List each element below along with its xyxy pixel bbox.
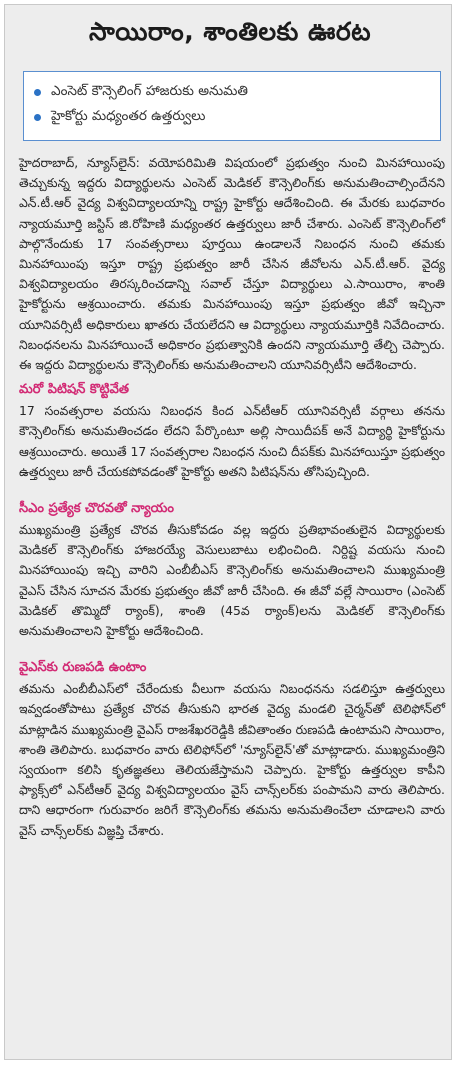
section-paragraph: ముఖ్యమంత్రి ప్రత్యేక చొరవ తీసుకోవడం వల్ల ఇద్దరు ప్రతిభావంతులైన విద్యార్థులకు మెడికల్ కౌన్సెలింగ్‌కు హాజరయ్యే వెసులుబాటు లభించింది. నిర్దిష్ట వయసు నుంచి మినహాయింపు ఇచ్చి వారిని ఎంబీబీఎస్ కౌన్సెలింగ్‌కు అనుమతించాలని ముఖ్యమంత్రి వైఎస్ చేసిన సూచన మేరకు ప్రభుత్వం జీవో జారీ చేసింది. ఈ జీవో వల్లే సాయిరాం (ఎంసెట్ మెడికల్ తొమ్మిదో ర్యాంక్), శాంతి (45వ ర్యాంక్)లను మెడికల్ కౌన్సెలింగ్‌కు అనుమతించాలని హైకోర్టు ఆదేశించింది. [19, 522, 445, 639]
highlights-box [23, 71, 441, 141]
section-heading: సీఎం ప్రత్యేక చొరవతో న్యాయం [19, 501, 174, 517]
highlight-item [34, 105, 430, 130]
section-spacer [19, 482, 445, 494]
highlight-text: హైకోర్టు మధ్యంతర ఉత్తర్వులు [51, 108, 206, 124]
article-clipping [4, 4, 452, 1060]
section-heading: వైఎస్‌కు రుణపడి ఉంటాం [19, 660, 147, 676]
section-paragraph: 17 సంవత్సరాల వయసు నిబంధన కింద ఎన్‌టీఆర్ యూనివర్సిటీ వర్గాలు తనను కౌన్సెలింగ్‌కు అనుమతించడం లేదని పేర్కొంటూ అల్లి సాయిదీపక్ అనే విద్యార్థి హైకోర్టును ఆశ్రయించారు. అయితే 17 సంవత్సరాల నిబంధన నుంచి దీపక్‌కు మినహాయిస్తూ ప్రభుత్వం ఉత్తర్వులు జారీ చేయకపోవడంతో హైకోర్టు అతని పిటిషన్‌ను తోసిపుచ్చింది. [19, 403, 445, 479]
section-spacer [19, 641, 445, 653]
intro-paragraph [19, 153, 445, 375]
article-body [19, 153, 445, 841]
section-heading: మరో పిటిషన్ కొట్టివేత [19, 382, 129, 398]
bullet-icon [34, 89, 41, 96]
bullet-icon [34, 114, 41, 121]
section-paragraph: తమను ఎంబీబీఎస్‌లో చేరేందుకు వీలుగా వయసు నిబంధనను సడలిస్తూ ఉత్తర్వులు ఇవ్వడంతోపాటు ప్రత్యేక చొరవ తీసుకుని భారత వైద్య మండలి చైర్మన్‌తో టెలిఫోన్‌లో మాట్లాడిన ముఖ్యమంత్రి వైఎస్ రాజశేఖరరెడ్డికి జీవితాంతం రుణపడి ఉంటామని సాయిరాం, శాంతి తెలిపారు. బుధవారం వారు టెలిఫోన్‌లో 'న్యూస్‌లైన్'తో మాట్లాడారు. ముఖ్యమంత్రిని స్వయంగా కలిసి కృతజ్ఞతలు తెలియజేస్తామని చెప్పారు. హైకోర్టు ఉత్తర్వుల కాపీని ఫ్యాక్స్‌లో ఎన్‌టీఆర్ వైద్య విశ్వవిద్యాలయం వైస్ చాన్స్‌లర్‌కు పంపామని వారు తెలిపారు. దాని ఆధారంగా గురువారం జరిగే కౌన్సెలింగ్‌కు తమను అనుమతించేలా చూడాలని వారు వైస్ చాన్స్‌లర్‌కు విజ్ఞప్తి చేశారు. [19, 681, 445, 838]
headline: సాయిరాం, శాంతిలకు ఊరట [88, 17, 372, 46]
intro-text: వయోపరిమితి విషయంలో ప్రభుత్వం నుంచి మినహాయింపు తెచ్చుకున్న ఇద్దరు విద్యార్థులను ఎంసెట్ మెడికల్ కౌన్సెలింగ్‌కు అనుమతించాల్సిందేనని ఎన్.టీ.ఆర్ వైద్య విశ్వవిద్యాలయాన్ని రాష్ట్ర హైకోర్టు ఆదేశించింది. ఈ మేరకు బుధవారం న్యాయమూర్తి జస్టిస్ జి.రోహిణి మధ్యంతర ఉత్తర్వులు జారీ చేశారు. ఎంసెట్ కౌన్సెలింగ్‌లో పాల్గొనేందుకు 17 సంవత్సరాలు పూర్తయి ఉండాలనే నిబంధన నుంచి తమకు మినహాయింపు ఇస్తూ రాష్ట్ర ప్రభుత్వం జారీ చేసిన జీవోలను ఎన్.టీ.ఆర్. వైద్య విశ్వవిద్యాలయం తిరస్కరించడాన్ని సవాల్ చేస్తూ విద్యార్థులు ఎ.సాయిరాం, శాంతి హైకోర్టును ఆశ్రయించారు. తమకు మినహాయింపు ఇస్తూ ప్రభుత్వం జీవో ఇచ్చినా యూనివర్సిటీ అధికారులు ఖాతరు చేయలేదని ఆ విద్యార్థులు న్యాయమూర్తికి నివేదించారు. నిబంధనలను మినహాయించే అధికారం ప్రభుత్వానికి ఉందని న్యాయమూర్తి తేల్చి చెప్పారు. ఈ ఇద్దరు విద్యార్థులను కౌన్సెలింగ్‌కు అనుమతించాలని యూనివర్సిటీని ఆదేశించారు. [19, 155, 445, 373]
dateline: హైదరాబాద్, న్యూస్‌లైన్: [19, 155, 140, 170]
highlight-item [34, 80, 430, 105]
highlight-text: ఎంసెట్ కౌన్సెలింగ్ హాజరుకు అనుమతి [51, 83, 248, 99]
